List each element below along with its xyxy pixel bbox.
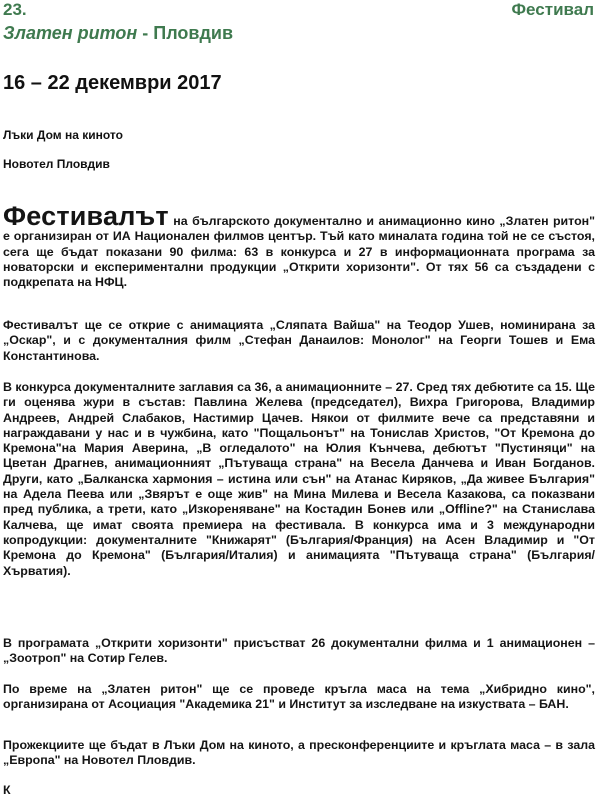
paragraph-open-horizons: В програмата „Открити хоризонти" присъстват 26 документални филма и 1 анимационен – „Зоотроп" на Сотир Гелев. xyxy=(3,636,595,666)
paragraph-opening: Фестивалът ще се открие с анимацията „Сляпата Вайша" на Теодор Ушев, номинирана за „Оскар", и с документалния филм „Стефан Данаилов: Монолог" на Георги Тошев и Ема Константинова. xyxy=(3,318,595,363)
issue-number: 23. xyxy=(3,0,27,19)
venue-1: Лъки Дом на киното xyxy=(3,128,123,142)
festival-name: Златен ритон xyxy=(3,23,138,43)
lead-word: Фестивалът xyxy=(3,201,169,231)
festival-city: Пловдив xyxy=(153,23,234,43)
festival-title xyxy=(3,21,233,45)
venue-2: Новотел Пловдив xyxy=(3,157,110,171)
paragraph-round-table: По време на „Златен ритон" ще се проведе кръгла маса на тема „Хибридно кино", организирана от Асоциация "Академика 21" и Институт за изследване на изкуствата – БАН. xyxy=(3,682,595,712)
paragraph-intro-text: на българското документално и анимационно кино „Златен ритон" е организиран от ИА Национален филмов център. Тъй като миналата година той не се състоя, сега ще бъдат показани 90 филма: 63 в конкурса и 27 в информационната програма за новаторски и експериментални продукции „Открити хоризонти". От тях 56 са създадени с подкрепата на НФЦ. xyxy=(3,214,595,290)
paragraph-intro xyxy=(3,201,595,290)
title-separator: - xyxy=(137,23,154,43)
paragraph-competition: В конкурса документалните заглавия са 36, а анимационните – 27. Сред тях дебютите са 15. Ще ги оценява жури в състав: Павлина Желева (председател), Вихра Григорова, Владимир Андреев, Андрей Слабаков, Настимир Цачев. Някои от филмите вече са представяни и награждавани у нас и в чужбина, като "Пощальонът" на Тонислав Христов, "От Кремона до Кремона"на Мария Аверина, „В огледалото" на Юлия Кънчева, дебютът "Пустиняци" на Цветан Драгнев, анимационният „Пътуваща страна" на Весела Данчева и Иван Богданов. Други, като „Балканска хармония – истина или сън" на Атанас Киряков, „Да живее България" на Адела Пеева или „Звярът е още жив" на Мина Милева и Весела Казакова, са показвани пред публика, а трети, като „Изкореняване" на Костадин Бонев или „Offline?" на Станислава Калчева, ще имат своята премиера на фестивала. В конкурса има и 3 международни копродукции: документалните "Книжарят" (България/Франция) на Асен Владимир и "От Кремона до Кремона" (България/Италия) и анимацията "Пътуваща страна" (България/Хърватия). xyxy=(3,380,595,578)
paragraph-screenings: Прожекциите ще бъдат в Лъки Дом на киното, а пресконференциите и кръглата маса – в зала „Европа" на Новотел Пловдив. xyxy=(3,738,595,768)
category-label: Фестивал xyxy=(511,0,594,19)
event-dates: 16 – 22 декември 2017 xyxy=(3,72,222,94)
paragraph-trailing: К xyxy=(3,783,11,797)
